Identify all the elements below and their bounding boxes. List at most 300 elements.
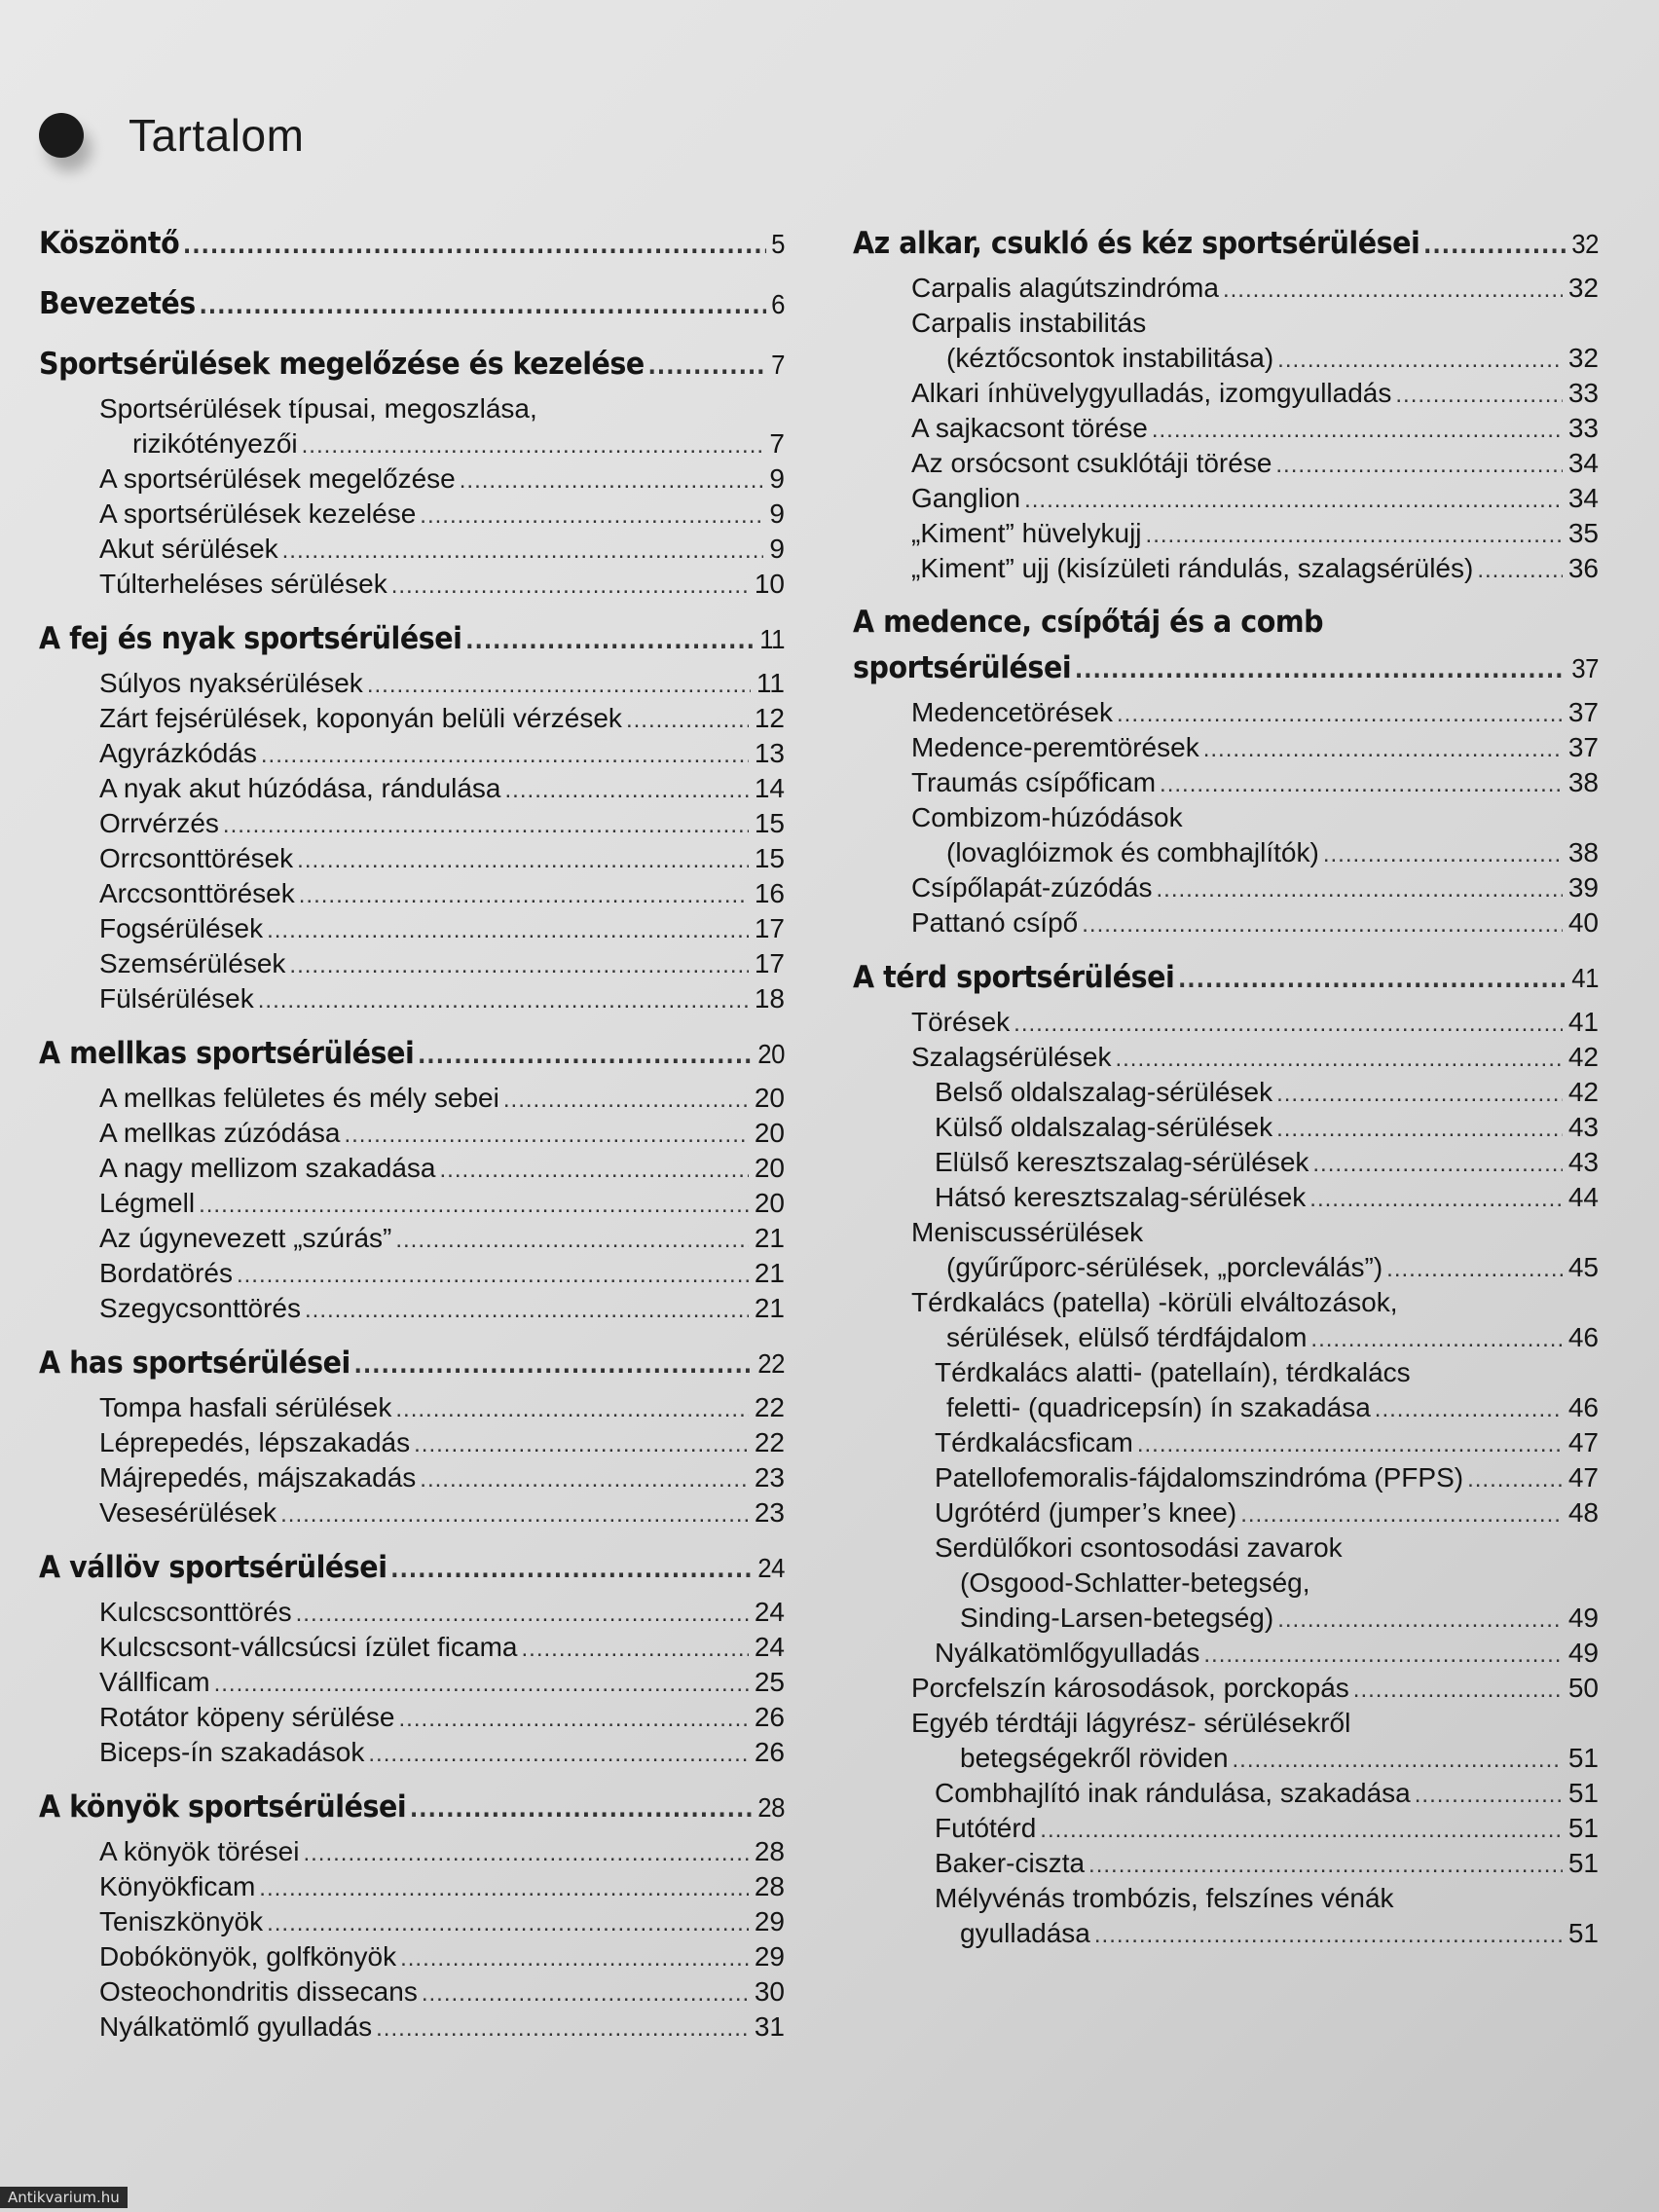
toc-entry-label: Fogsérülések xyxy=(99,913,264,943)
leader-dots xyxy=(297,843,749,878)
section-entries xyxy=(39,1834,785,2045)
toc-entry xyxy=(39,1291,785,1326)
page-number: 49 xyxy=(1567,1603,1599,1633)
leader-dots xyxy=(223,808,749,843)
leader-dots xyxy=(1178,956,1567,1003)
toc-entry xyxy=(853,1040,1599,1075)
toc-entry-label: A könyök törései xyxy=(99,1836,300,1866)
toc-entry xyxy=(853,1530,1599,1566)
page-number: 46 xyxy=(1567,1392,1599,1422)
page-number: 47 xyxy=(1567,1462,1599,1493)
section-heading-label: A mellkas sportsérülései xyxy=(39,1036,415,1071)
toc-entry-label: (kéztőcsontok instabilitása) xyxy=(946,343,1274,373)
toc-entry-label: Ugrótérd (jumper’s knee) xyxy=(935,1497,1237,1528)
leader-dots xyxy=(237,1258,749,1293)
page-title xyxy=(39,109,304,162)
toc-entry xyxy=(39,567,785,602)
section-heading xyxy=(39,1030,785,1077)
page-number: 37 xyxy=(1567,697,1599,727)
toc-entry-label: Medencetörések xyxy=(911,697,1114,727)
leader-dots xyxy=(367,668,751,703)
page-number: 28 xyxy=(754,1871,785,1901)
toc-entry xyxy=(853,1250,1599,1285)
toc-entry xyxy=(39,946,785,981)
toc-entry-label: Osteochondritis dissecans xyxy=(99,1976,418,2007)
toc-entry xyxy=(39,1939,785,1974)
toc-entry-label: Orrvérzés xyxy=(99,808,219,838)
leader-dots xyxy=(1203,1638,1562,1673)
leader-dots xyxy=(1137,1427,1563,1462)
toc-entry xyxy=(39,911,785,946)
toc-entry-label: Egyéb térdtáji lágyrész- sérülésekről xyxy=(911,1708,1351,1738)
leader-dots xyxy=(1160,767,1563,802)
page-number: 33 xyxy=(1567,378,1599,408)
toc-section xyxy=(39,1340,785,1530)
leader-dots xyxy=(1094,1918,1563,1953)
toc-entry xyxy=(39,1425,785,1460)
toc-entry-label: Az úgynevezett „szúrás” xyxy=(99,1223,392,1253)
page-number: 32 xyxy=(1567,343,1599,373)
leader-dots xyxy=(410,1786,753,1832)
toc-entry-label: Túlterheléses sérülések xyxy=(99,569,387,599)
page-number: 39 xyxy=(1567,872,1599,903)
leader-dots xyxy=(1310,1322,1562,1357)
page-number: 34 xyxy=(1567,483,1599,513)
toc-entry xyxy=(853,411,1599,446)
page-number: 49 xyxy=(1567,1638,1599,1668)
toc-left-column xyxy=(39,220,785,2058)
section-entries xyxy=(39,391,785,602)
page-number: 10 xyxy=(754,569,785,599)
toc-entry xyxy=(39,391,785,426)
toc-entry xyxy=(853,1636,1599,1671)
toc-entry xyxy=(39,1116,785,1151)
section-heading-label: Bevezetés xyxy=(39,286,196,321)
leader-dots xyxy=(505,773,749,808)
toc-entry xyxy=(853,1320,1599,1355)
toc-entry-label: (gyűrűporc-sérülések, „porcleválás”) xyxy=(946,1252,1383,1282)
toc-entry xyxy=(853,765,1599,800)
section-entries xyxy=(853,1005,1599,1951)
page-number: 14 xyxy=(754,773,785,803)
leader-dots xyxy=(289,948,748,983)
page-number: 35 xyxy=(1567,518,1599,548)
section-heading-line xyxy=(853,600,1539,645)
toc-entry-label: Orrcsonttörések xyxy=(99,843,294,873)
section-heading-label: Az alkar, csukló és kéz sportsérülései xyxy=(853,226,1420,261)
toc-entry xyxy=(39,1595,785,1630)
leader-dots xyxy=(305,1293,749,1328)
toc-entry-label: betegségekről röviden xyxy=(960,1743,1229,1773)
leader-dots xyxy=(1014,1007,1563,1042)
toc-entry xyxy=(853,1881,1599,1916)
page-number: 13 xyxy=(754,738,785,768)
toc-entry xyxy=(853,271,1599,306)
toc-entry-label: Vállficam xyxy=(99,1667,210,1697)
leader-dots xyxy=(1323,837,1563,872)
toc-entry-label: Combhajlító inak rándulása, szakadása xyxy=(935,1778,1411,1808)
toc-entry xyxy=(853,1916,1599,1951)
toc-entry-label: Teniszkönyök xyxy=(99,1906,264,1936)
page-number: 40 xyxy=(1567,907,1599,938)
toc-entry xyxy=(39,666,785,701)
leader-dots xyxy=(1240,1497,1563,1532)
toc-section xyxy=(853,600,1599,940)
leader-dots xyxy=(414,1427,749,1462)
toc-entry-label: Combizom-húzódások xyxy=(911,802,1183,832)
page-number: 6 xyxy=(771,289,786,319)
page-number: 36 xyxy=(1567,553,1599,583)
section-heading xyxy=(39,220,785,267)
page-number: 50 xyxy=(1567,1673,1599,1703)
toc-entry xyxy=(853,1005,1599,1040)
toc-entry-label: Akut sérülések xyxy=(99,534,278,564)
page-number: 51 xyxy=(1567,1778,1599,1808)
toc-entry-label: „Kiment” hüvelykujj xyxy=(911,518,1142,548)
leader-dots xyxy=(1152,413,1563,448)
leader-dots xyxy=(420,1462,749,1497)
leader-dots xyxy=(1353,1673,1563,1708)
toc-entry-label: Szemsérülések xyxy=(99,948,286,978)
section-heading-label: A has sportsérülései xyxy=(39,1346,350,1381)
toc-entry-label: Külső oldalszalag-sérülések xyxy=(935,1112,1273,1142)
toc-entry xyxy=(39,1151,785,1186)
leader-dots xyxy=(1233,1743,1563,1778)
page-number: 21 xyxy=(754,1223,785,1253)
page-number: 38 xyxy=(1567,837,1599,867)
leader-dots xyxy=(280,1497,749,1532)
page-number: 11 xyxy=(756,668,785,698)
toc-entry xyxy=(39,1869,785,1904)
page-number: 18 xyxy=(754,983,785,1014)
leader-dots xyxy=(395,1223,749,1258)
page-number: 51 xyxy=(1567,1918,1599,1948)
toc-entry-label: Szegycsonttörés xyxy=(99,1293,301,1323)
leader-dots xyxy=(460,463,764,498)
page-number: 47 xyxy=(1567,1427,1599,1457)
toc-entry xyxy=(853,1671,1599,1706)
page-number: 44 xyxy=(1567,1182,1599,1212)
toc-entry xyxy=(39,1390,785,1425)
toc-entry xyxy=(853,1390,1599,1425)
toc-entry-label: Fülsérülések xyxy=(99,983,254,1014)
page-number: 22 xyxy=(754,1427,785,1457)
toc-entry-label: sérülések, elülső térdfájdalom xyxy=(946,1322,1308,1352)
toc-entry xyxy=(853,730,1599,765)
section-heading-line-label: A medence, csípőtáj és a comb xyxy=(853,605,1324,640)
section-heading xyxy=(39,615,785,662)
toc-entry xyxy=(853,870,1599,905)
toc-entry-label: Mélyvénás trombózis, felszínes vénák xyxy=(935,1883,1394,1913)
leader-dots xyxy=(261,738,749,773)
page-number: 20 xyxy=(754,1188,785,1218)
toc-entry-label: Kulcscsont-vállcsúcsi ízület ficama xyxy=(99,1632,518,1662)
toc-entry xyxy=(853,516,1599,551)
toc-entry xyxy=(853,376,1599,411)
toc-section xyxy=(39,280,785,327)
leader-dots xyxy=(1277,343,1563,378)
leader-dots xyxy=(368,1737,748,1772)
toc-entry-label: Meniscussérülések xyxy=(911,1217,1144,1247)
toc-entry-label: Törések xyxy=(911,1007,1011,1037)
toc-entry-label: Carpalis alagútszindróma xyxy=(911,273,1219,303)
toc-entry-label: gyulladása xyxy=(960,1918,1090,1948)
toc-entry xyxy=(39,876,785,911)
page-number: 46 xyxy=(1567,1322,1599,1352)
page-number: 15 xyxy=(754,843,785,873)
toc-entry xyxy=(39,461,785,497)
page-number: 41 xyxy=(1567,1007,1599,1037)
leader-dots xyxy=(303,1836,748,1871)
leader-dots xyxy=(1082,907,1563,942)
page-number: 33 xyxy=(1567,413,1599,443)
toc-entry-label: Agyrázkódás xyxy=(99,738,257,768)
section-entries xyxy=(39,1081,785,1326)
toc-entry-label: Szalagsérülések xyxy=(911,1042,1112,1072)
toc-section xyxy=(853,220,1599,586)
page-number: 23 xyxy=(754,1497,785,1528)
leader-dots xyxy=(214,1667,749,1702)
toc-right-column xyxy=(853,220,1599,1965)
toc-entry xyxy=(39,1495,785,1530)
page-number: 22 xyxy=(754,1392,785,1422)
toc-entry-label: Arccsonttörések xyxy=(99,878,295,908)
leader-dots xyxy=(399,1702,749,1737)
leader-dots xyxy=(1312,1147,1562,1182)
page-number: 9 xyxy=(769,463,785,494)
toc-entry xyxy=(39,1186,785,1221)
toc-entry xyxy=(39,771,785,806)
page-number: 7 xyxy=(769,428,785,459)
section-heading xyxy=(853,645,1599,691)
page-number: 26 xyxy=(754,1702,785,1732)
toc-entry xyxy=(39,2009,785,2045)
leader-dots xyxy=(199,282,765,329)
section-entries xyxy=(853,695,1599,940)
toc-entry xyxy=(853,800,1599,835)
page-number: 43 xyxy=(1567,1112,1599,1142)
leader-dots xyxy=(1415,1778,1563,1813)
toc-entry-label: Zárt fejsérülések, koponyán belüli vérzések xyxy=(99,703,622,733)
page-number: 17 xyxy=(754,913,785,943)
bullet-icon xyxy=(39,113,84,158)
leader-dots xyxy=(1117,697,1563,732)
toc-entry-label: Térdkalács (patella) -körüli elváltozások, xyxy=(911,1287,1398,1317)
toc-section xyxy=(39,615,785,1016)
leader-dots xyxy=(267,1906,749,1941)
toc-entry xyxy=(853,1110,1599,1145)
page-number: 42 xyxy=(1567,1042,1599,1072)
page-number: 37 xyxy=(1571,653,1600,683)
toc-entry xyxy=(853,1846,1599,1881)
toc-entry-label: A mellkas zúzódása xyxy=(99,1118,341,1148)
toc-entry-label: rizikótényezői xyxy=(132,428,298,459)
toc-entry-label: Tompa hasfali sérülések xyxy=(99,1392,392,1422)
leader-dots xyxy=(1203,732,1563,767)
leader-dots xyxy=(258,983,749,1018)
page-number: 28 xyxy=(754,1836,785,1866)
page-number: 24 xyxy=(754,1597,785,1627)
toc-entry-label: Térdkalácsficam xyxy=(935,1427,1133,1457)
page-number: 25 xyxy=(754,1667,785,1697)
page-number: 5 xyxy=(771,229,786,259)
leader-dots xyxy=(422,1976,749,2011)
toc-entry xyxy=(853,1425,1599,1460)
section-heading xyxy=(39,1340,785,1386)
toc-entry xyxy=(853,905,1599,940)
toc-entry-label: Traumás csípőficam xyxy=(911,767,1157,797)
toc-entry xyxy=(853,835,1599,870)
page-number: 7 xyxy=(771,350,786,380)
watermark: Antikvarium.hu xyxy=(0,2187,128,2208)
section-heading-label: A térd sportsérülései xyxy=(853,960,1175,995)
toc-entry xyxy=(39,1460,785,1495)
toc-entry xyxy=(853,1495,1599,1530)
toc-entry-label: feletti- (quadricepsín) ín szakadása xyxy=(946,1392,1371,1422)
leader-dots xyxy=(1276,1112,1563,1147)
toc-entry-label: Medence-peremtörések xyxy=(911,732,1199,762)
page-number: 45 xyxy=(1567,1252,1599,1282)
toc-entry xyxy=(853,446,1599,481)
page-number: 9 xyxy=(769,534,785,564)
toc-entry-label: Alkari ínhüvelygyulladás, izomgyulladás xyxy=(911,378,1392,408)
page-number: 9 xyxy=(769,498,785,529)
page-number: 21 xyxy=(754,1293,785,1323)
section-heading-label: Köszöntő xyxy=(39,226,180,261)
page-number: 29 xyxy=(754,1906,785,1936)
leader-dots xyxy=(183,222,766,269)
leader-dots xyxy=(395,1392,748,1427)
page-number: 15 xyxy=(754,808,785,838)
section-heading xyxy=(39,280,785,327)
toc-entry xyxy=(853,1460,1599,1495)
section-heading xyxy=(853,220,1599,267)
toc-entry-label: Ganglion xyxy=(911,483,1021,513)
toc-entry xyxy=(853,1075,1599,1110)
section-heading xyxy=(39,1544,785,1591)
toc-entry-label: Sinding-Larsen-betegség) xyxy=(960,1603,1274,1633)
leader-dots xyxy=(420,498,763,534)
toc-entry-label: Porcfelszín károsodások, porckopás xyxy=(911,1673,1349,1703)
leader-dots xyxy=(299,878,749,913)
page-number: 37 xyxy=(1567,732,1599,762)
toc-entry xyxy=(39,1700,785,1735)
toc-entry-label: A sportsérülések megelőzése xyxy=(99,463,456,494)
leader-dots xyxy=(418,1032,753,1079)
leader-dots xyxy=(302,428,764,463)
page-number: 29 xyxy=(754,1941,785,1972)
toc-entry-label: Rotátor köpeny sérülése xyxy=(99,1702,395,1732)
page-number: 51 xyxy=(1567,1848,1599,1878)
section-entries xyxy=(853,271,1599,586)
toc-section xyxy=(39,1784,785,2045)
toc-entry-label: A mellkas felületes és mély sebei xyxy=(99,1083,499,1113)
toc-entry-label: Nyálkatömlőgyulladás xyxy=(935,1638,1200,1668)
page-number: 32 xyxy=(1571,229,1600,259)
page-number: 31 xyxy=(754,2011,785,2042)
leader-dots xyxy=(282,534,764,569)
leader-dots xyxy=(1223,273,1563,308)
toc-entry-label: Májrepedés, májszakadás xyxy=(99,1462,417,1493)
toc-entry-label: Légmell xyxy=(99,1188,196,1218)
toc-entry-label: Patellofemoralis-fájdalomszindróma (PFPS) xyxy=(935,1462,1464,1493)
toc-entry xyxy=(853,1180,1599,1215)
leader-dots xyxy=(1115,1042,1562,1077)
section-entries xyxy=(39,1595,785,1770)
section-entries xyxy=(39,1390,785,1530)
leader-dots xyxy=(376,2011,749,2046)
toc-entry xyxy=(853,1145,1599,1180)
page-number: 16 xyxy=(754,878,785,908)
toc-section xyxy=(39,1544,785,1770)
page-number: 24 xyxy=(757,1553,786,1583)
leader-dots xyxy=(400,1941,749,1976)
page-number: 17 xyxy=(754,948,785,978)
toc-entry xyxy=(853,1601,1599,1636)
toc-section xyxy=(39,341,785,602)
page-number: 30 xyxy=(754,1976,785,2007)
leader-dots xyxy=(626,703,749,738)
leader-dots xyxy=(1146,518,1563,553)
toc-entry xyxy=(39,736,785,771)
page-number: 43 xyxy=(1567,1147,1599,1177)
toc-entry-label: Dobókönyök, golfkönyök xyxy=(99,1941,397,1972)
toc-entry xyxy=(853,1741,1599,1776)
toc-entry xyxy=(853,1706,1599,1741)
section-heading xyxy=(39,341,785,387)
toc-entry-label: (lovaglóizmok és combhajlítók) xyxy=(946,837,1319,867)
page-number: 34 xyxy=(1567,448,1599,478)
leader-dots xyxy=(259,1871,749,1906)
leader-dots xyxy=(1088,1848,1563,1883)
page-number: 51 xyxy=(1567,1813,1599,1843)
toc-section xyxy=(853,954,1599,1951)
leader-dots xyxy=(503,1083,749,1118)
toc-entry xyxy=(39,841,785,876)
toc-entry xyxy=(39,426,785,461)
leader-dots xyxy=(1423,222,1567,269)
toc-entry-label: (Osgood-Schlatter-betegség, xyxy=(960,1567,1310,1598)
leader-dots xyxy=(1386,1252,1563,1287)
page-number: 48 xyxy=(1567,1497,1599,1528)
section-heading-label: A könyök sportsérülései xyxy=(39,1789,407,1825)
toc-entry xyxy=(853,481,1599,516)
toc-entry xyxy=(39,1665,785,1700)
toc-entry-label: Futótérd xyxy=(935,1813,1037,1843)
leader-dots xyxy=(1375,1392,1563,1427)
leader-dots xyxy=(390,1546,753,1593)
toc-entry-label: A nagy mellizom szakadása xyxy=(99,1153,436,1183)
leader-dots xyxy=(267,913,749,948)
toc-entry-label: Nyálkatömlő gyulladás xyxy=(99,2011,373,2042)
toc-entry xyxy=(853,306,1599,341)
toc-entry-label: Könyökficam xyxy=(99,1871,256,1901)
toc-entry xyxy=(39,981,785,1016)
toc-entry xyxy=(853,1355,1599,1390)
toc-entry xyxy=(853,551,1599,586)
leader-dots xyxy=(1467,1462,1563,1497)
section-heading-label: A fej és nyak sportsérülései xyxy=(39,621,462,656)
toc-entry xyxy=(39,1081,785,1116)
page-number: 12 xyxy=(754,703,785,733)
toc-entry xyxy=(853,1566,1599,1601)
leader-dots xyxy=(1276,1077,1563,1112)
leader-dots xyxy=(354,1342,753,1388)
toc-entry xyxy=(39,532,785,567)
leader-dots xyxy=(440,1153,749,1188)
toc-entry-label: Térdkalács alatti- (patellaín), térdkalács xyxy=(935,1357,1411,1387)
toc-section xyxy=(39,220,785,267)
